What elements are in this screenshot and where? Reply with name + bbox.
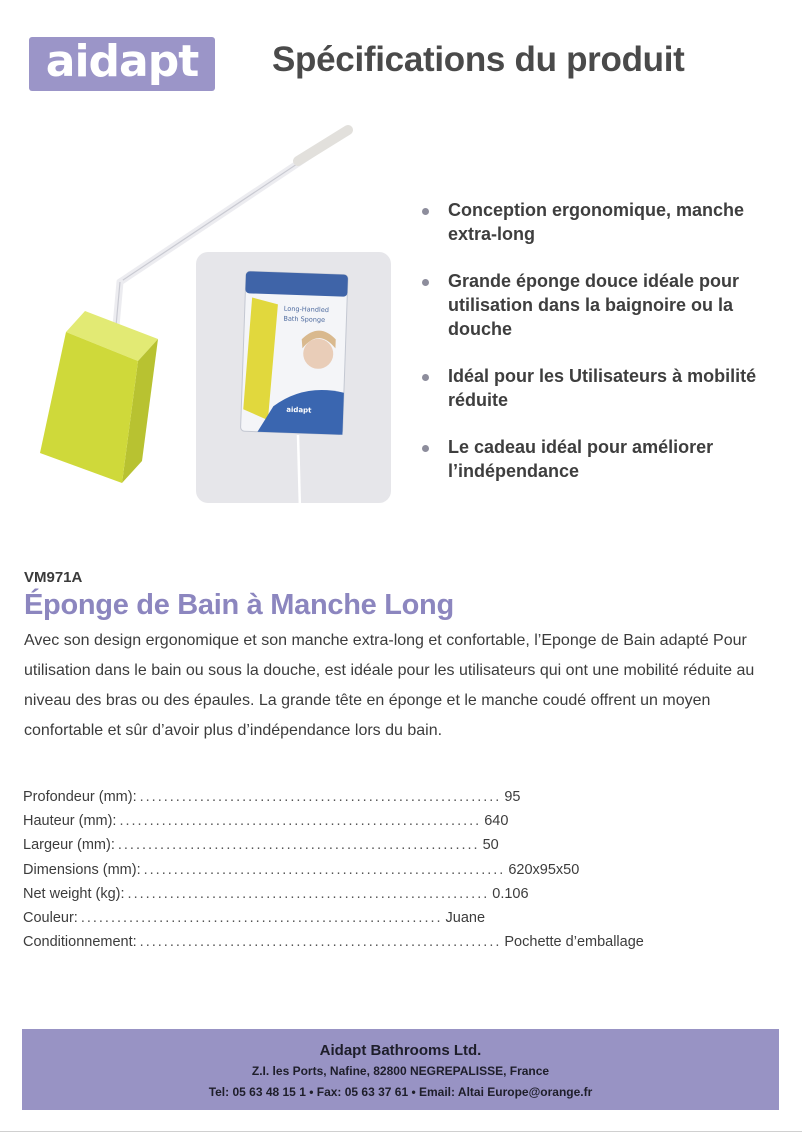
- spec-label: Net weight (kg):: [23, 885, 125, 902]
- feature-item: [420, 364, 780, 412]
- spec-leader: ............................................................: [80, 909, 443, 926]
- spec-row-couleur: [23, 909, 486, 934]
- company-footer: [22, 1029, 779, 1110]
- packaging-label-line2: Bath Sponge: [283, 314, 326, 325]
- footer-contact: Tel: 05 63 48 15 1 • Fax: 05 63 37 61 • Email: Altai Europe@orange.fr: [208, 1085, 593, 1099]
- feature-text: Grande éponge douce idéale pour utilisation dans la baignoire ou la douche: [448, 271, 740, 339]
- spec-label: Profondeur (mm):: [23, 789, 137, 805]
- feature-item: [420, 198, 780, 246]
- product-illustration: [30, 115, 400, 515]
- spec-row-profondeur: [23, 789, 521, 813]
- spec-row-hauteur: [23, 813, 509, 837]
- feature-text: Conception ergonomique, manche extra-long: [448, 200, 745, 244]
- feature-text: Le cadeau idéal pour améliorer l’indépendance: [448, 437, 714, 481]
- spec-value: 95: [504, 789, 521, 805]
- bottom-divider: [0, 1131, 802, 1132]
- footer-address: Z.I. les Ports, Nafine, 82800 NEGREPALISSE, France: [251, 1064, 550, 1078]
- product-description: Avec son design ergonomique et son manche extra-long et confortable, l’Eponge de Bain adapté Pour utilisation dans le bain ou sous la douche, est idéale pour les utilisateurs qui ont une mobilité réduite au niveau des bras ou des épaules. La grande tête en éponge et le manche coudé offrent un moyen confortable et sûr d’avoir plus d’indépendance lors du bain.: [24, 632, 755, 739]
- feature-list: [420, 198, 780, 506]
- spec-value: Pochette d’emballage: [504, 934, 644, 951]
- aidapt-logo: [29, 37, 215, 91]
- feature-text: Idéal pour les Utilisateurs à mobilité réduite: [448, 366, 757, 410]
- packaging-photo: [196, 252, 391, 510]
- packaging-label-line1: Long-Handled: [283, 304, 330, 315]
- feature-item: [420, 269, 780, 341]
- spec-row-net-weight: [23, 885, 529, 910]
- spec-row-largeur: [23, 837, 499, 861]
- spec-label: Conditionnement:: [23, 934, 137, 951]
- spec-label: Largeur (mm):: [23, 837, 115, 854]
- spec-leader: ............................................................: [127, 885, 490, 902]
- spec-row-dimensions: [23, 861, 580, 886]
- spec-value: 50: [482, 837, 499, 854]
- spec-leader: ............................................................: [143, 861, 506, 878]
- spec-leader: ............................................................: [139, 789, 502, 805]
- bullet-icon: [422, 445, 429, 452]
- feature-item: [420, 435, 780, 483]
- bullet-icon: [422, 208, 429, 215]
- bullet-icon: [422, 374, 429, 381]
- spec-value: Juane: [445, 909, 486, 926]
- spec-label: Dimensions (mm):: [23, 861, 141, 878]
- spec-list: [23, 789, 644, 958]
- spec-value: 0.106: [492, 885, 529, 902]
- packaging-brand: aidapt: [286, 405, 312, 415]
- bullet-icon: [422, 279, 429, 286]
- logo-text: aidapt: [45, 36, 199, 87]
- spec-row-conditionnement: [23, 934, 644, 958]
- spec-label: Couleur:: [23, 909, 78, 926]
- spec-label: Hauteur (mm):: [23, 813, 117, 830]
- spec-value: 620x95x50: [508, 861, 580, 878]
- spec-value: 640: [484, 813, 509, 830]
- product-name: Éponge de Bain à Manche Long: [24, 589, 454, 621]
- page-title: Spécifications du produit: [272, 40, 685, 79]
- product-sku: VM971A: [24, 569, 83, 586]
- spec-leader: ............................................................: [119, 813, 482, 830]
- spec-leader: ............................................................: [139, 934, 502, 951]
- spec-leader: ............................................................: [117, 837, 480, 854]
- footer-company: Aidapt Bathrooms Ltd.: [319, 1042, 482, 1059]
